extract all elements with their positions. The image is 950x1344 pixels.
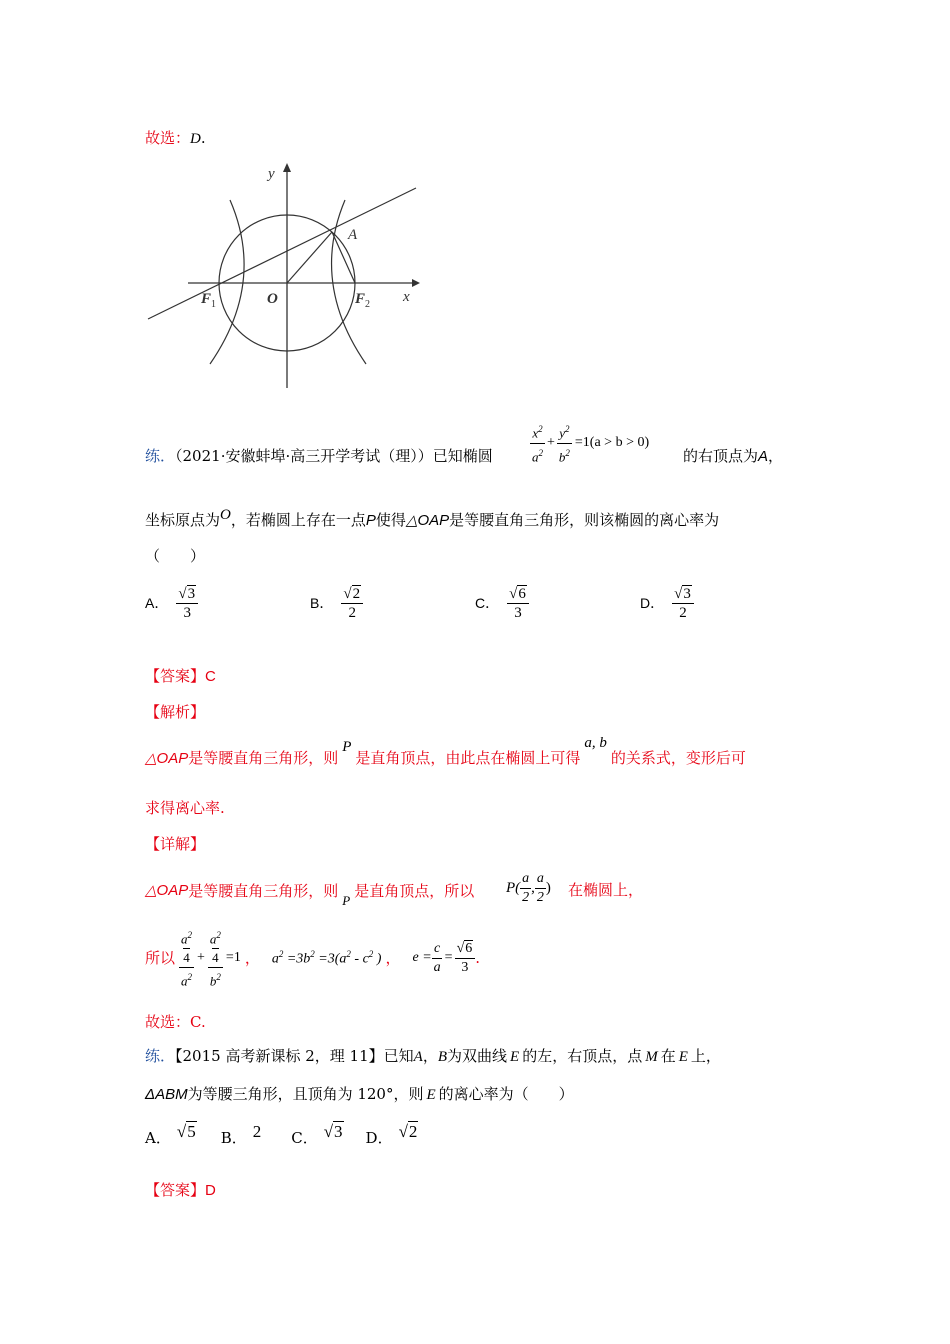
conclusion-suffix: . bbox=[200, 129, 206, 147]
right-branch bbox=[332, 200, 366, 364]
left-branch bbox=[210, 200, 244, 364]
eq-frac2: $a^2$ 4 $b^2$ bbox=[208, 926, 223, 991]
y-axis-arrow bbox=[283, 163, 291, 172]
label-f2-sub: 2 bbox=[365, 299, 370, 310]
label-f1: F bbox=[201, 291, 212, 307]
option-c[interactable]: C． $\frac{√6}{3}$ bbox=[475, 580, 529, 626]
problem1-detail-line1: △OAP 是等腰直角三角形，则 P 是直角顶点，所以 bbox=[145, 882, 475, 908]
option-a[interactable]: A． $\frac{√3}{3}$ bbox=[145, 580, 198, 626]
equation-tail: =1(a > b > 0) bbox=[574, 435, 650, 450]
label-f1-sub: 1 bbox=[211, 299, 216, 310]
option-d[interactable]: D． $\frac{√3}{2}$ bbox=[640, 580, 694, 626]
x-axis-arrow bbox=[412, 279, 420, 287]
problem1-line1 bbox=[145, 446, 493, 466]
line-f1-a bbox=[148, 188, 416, 319]
problem1-equation-line: 所以 $a^2$ 4 $a^2$ + $a^2$ 4 $b^2$ =1 ， $a^2 =3b^2 =3(a^2 - c^2$ ) ， e = $\frac{c}{a}$ = $\frac{√6}{3}$ . bbox=[145, 922, 480, 994]
conclusion-line bbox=[145, 128, 206, 149]
problem1-analysis-line2: 求得离心率. bbox=[145, 799, 225, 817]
conclusion-prefix: 故选： bbox=[145, 129, 191, 147]
p2-option-b[interactable]: B． 2 bbox=[220, 1122, 262, 1147]
problem1-line1-tail: 的右顶点为A， bbox=[683, 447, 784, 465]
problem2-answer: 【答案】D bbox=[145, 1181, 216, 1199]
problem2-line2: ΔABM为等腰三角形，且顶角为 120°，则 E 的离心率为（ ） bbox=[145, 1085, 574, 1103]
x-frac: $\frac{x^2}{a^2}$ bbox=[530, 420, 545, 466]
label-o: O bbox=[267, 291, 278, 307]
conclusion-value: D bbox=[190, 131, 201, 147]
label-x: x bbox=[403, 289, 410, 305]
ellipse-circle-figure bbox=[140, 158, 430, 393]
problem1-options bbox=[145, 580, 805, 630]
problem1-prefix: 练． bbox=[145, 447, 176, 465]
label-a: A bbox=[348, 227, 358, 243]
problem1-blank: （ ） bbox=[145, 547, 206, 565]
label-f2: F bbox=[355, 291, 366, 307]
eq-frac1: $a^2$ 4 $a^2$ bbox=[179, 926, 194, 991]
problem2-options bbox=[145, 1122, 418, 1148]
problem1-line2: 坐标原点为O，若椭圆上存在一点P使得△OAP是等腰直角三角形，则该椭圆的离心率为 bbox=[145, 507, 720, 529]
problem1-answer: 【答案】C bbox=[145, 667, 216, 685]
y-frac: $\frac{y^2}{b^2}$ bbox=[557, 420, 572, 466]
p2-option-a[interactable]: A． √5 bbox=[145, 1122, 196, 1147]
option-b[interactable]: B． $\frac{√2}{2}$ bbox=[310, 580, 363, 626]
problem1-analysis-tag: 【解析】 bbox=[145, 703, 206, 721]
detail-on-ellipse: 在椭圆上， bbox=[568, 881, 644, 899]
ellipse-equation: $\frac{x^2}{a^2}$ + $\frac{y^2}{b^2}$ =1(a > b > 0) bbox=[530, 421, 649, 465]
problem1-conclusion: 故选：C. bbox=[145, 1013, 206, 1031]
problem2-line1: 练．【2015 高考新课标 2，理 11】已知A，B为双曲线 E 的左，右顶点，点 M 在 E 上， bbox=[145, 1047, 721, 1065]
problem1-detail-tag: 【详解】 bbox=[145, 835, 206, 853]
label-y: y bbox=[268, 166, 275, 182]
problem1-analysis-line1: △OAP是等腰直角三角形，则P是直角顶点，由此点在椭圆上可得a, b的关系式，变形后可 bbox=[145, 735, 746, 767]
problem1-source: （2021·安徽蚌埠·高三开学考试（理））已知椭圆 bbox=[175, 447, 493, 465]
p2-option-c[interactable]: C． √3 bbox=[291, 1122, 343, 1147]
detail-point: P( $\frac{a}{2}$ , $\frac{a}{2}$ ) bbox=[506, 870, 551, 905]
p2-option-d[interactable]: D． √2 bbox=[365, 1122, 418, 1147]
